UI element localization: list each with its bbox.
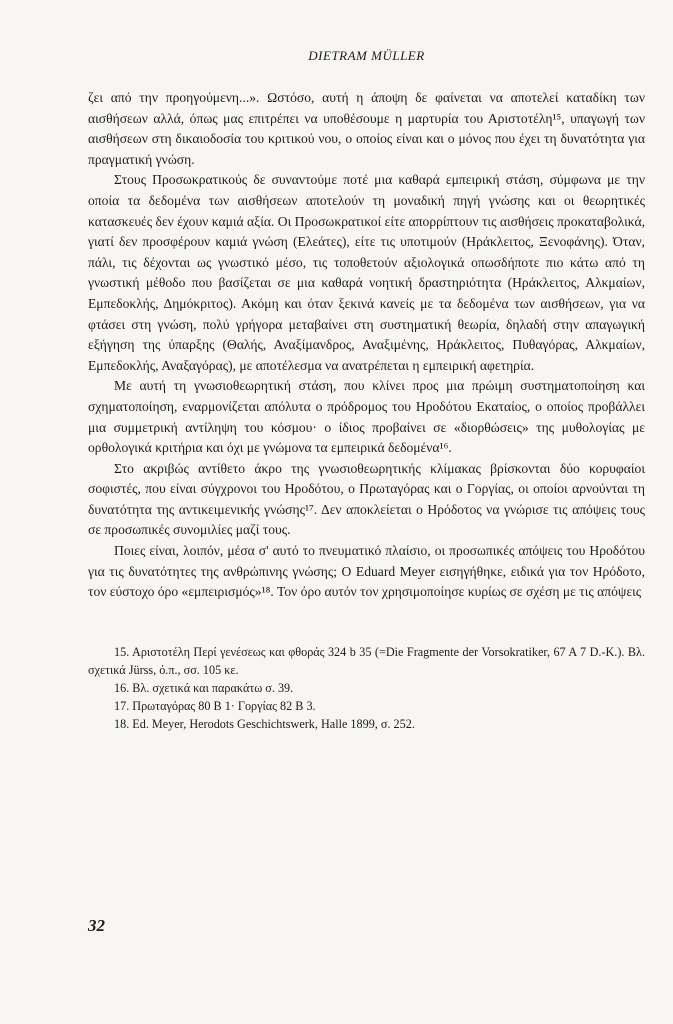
footnotes [88,643,645,733]
book-page [88,48,645,998]
footnote: 18. Ed. Meyer, Herodots Geschichtswerk, Halle 1899, σ. 252. [114,716,415,731]
paragraph: Με αυτή τη γνωσιοθεωρητική στάση, που κλίνει προς μια πρώιμη συστηματοποίηση και σχηματοποίηση, εναρμονίζεται απόλυτα ο πρόδρομος του Ηροδότου Εκαταίος, ο οποίος προβάλλει μια συμμετρική αντίληψη του κόσμου· ο ίδιος προβαίνει σε «διορθώσεις» της μυθολογίας με ορθολογικά κριτήρια και όχι με γνώμονα τα εμπειρικά δεδομένα¹⁶. [88,378,645,456]
running-header: DIETRAM MÜLLER [308,48,425,63]
paragraph: Στο ακριβώς αντίθετο άκρο της γνωσιοθεωρητικής κλίμακας βρίσκονται δύο κορυφαίοι σοφιστές, που είναι σύγχρονοι του Ηροδότου, ο Πρωταγόρας και ο Γοργίας, οι οποίοι αρνούνται τη δυνατότητα της αντικειμενικής γνώσης¹⁷. Δεν αποκλείεται ο Ηρόδοτος να γνώρισε τις απόψεις τους σε προσωπικές συνομιλίες μαζί τους. [88,460,645,538]
footnote: 17. Πρωταγόρας 80 B 1· Γοργίας 82 B 3. [114,698,316,713]
main-text [88,88,645,603]
page-number: 32 [88,916,105,935]
paragraph: ζει από την προηγούμενη...». Ωστόσο, αυτή η άποψη δε φαίνεται να αποτελεί καταδίκη των αισθήσεων αλλά, όπως μας επιτρέπει να υποθέσουμε η μαρτυρία του Αριστοτέλη¹⁵, υπαγωγή των αισθήσεων στη δικαιοδοσία του κριτικού νου, ο οποίος είναι και ο μόνος που έχει τη δυνατότητα για πραγματική γνώση. [88,90,645,167]
paragraph: Στους Προσωκρατικούς δε συναντούμε ποτέ μια καθαρά εμπειρική στάση, σύμφωνα με την οποία τα δεδομένα των αισθήσεων αποτελούν τη μοναδική πηγή γνώσης και οι θεωρητικές κατασκευές δεν έχουν καμιά αξία. Οι Προσωκρατικοί είτε απορρίπτουν τις αισθήσεις προκαταβολικά, γιατί δεν προσφέρουν καμιά γνώση (Ελεάτες), είτε τις υποτιμούν (Ηράκλειτος, Ξενοφάνης). Όταν, πάλι, τις δέχονται ως γνωστικό μέσο, τις τοποθετούν αξιολογικά οπωσδήποτε πιο κάτω από τη γνωστική μέθοδο που βασίζεται σε μια καθαρά νοητική δραστηριότητα (Ηράκλειτος, Αλκμαίων, Εμπεδοκλής, Δημόκριτος). Ακόμη και όταν ξεκινά κανείς με τα δεδομένα των αισθήσεων, για να φτάσει στη γνώση, πολύ γρήγορα μεταβαίνει στη συστηματική θεωρία, δηλαδή στην απαγωγική εξήγηση της ύπαρξης (Θαλής, Αναξίμανδρος, Αναξιμένης, Ηράκλειτος, Πυθαγόρας, Αλκμαίων, Εμπεδοκλής, Αναξαγόρας), με αποτέλεσμα να ανατρέπεται η εμπειρική αφετηρία. [88,172,645,373]
footnote: 16. Βλ. σχετικά και παρακάτω σ. 39. [114,680,294,695]
footnote: 15. Αριστοτέλη Περί γενέσεως και φθοράς 324 b 35 (=Die Fragmente der Vorsokratiker, 67 A 7 D.-K.). Βλ. σχετικά Jürss, ό.π., σσ. 105 κε. [88,644,645,677]
paragraph: Ποιες είναι, λοιπόν, μέσα σ' αυτό το πνευματικό πλαίσιο, οι προσωπικές απόψεις του Ηροδότου για τις δυνατότητες της ανθρώπινης γνώσης; Ο Eduard Meyer εισηγήθηκε, ειδικά για τον Ηρόδοτο, τον εύστοχο όρο «εμπειρισμός»¹⁸. Τον όρο αυτόν τον χρησιμοποίησε κυρίως σε σχέση με τις απόψεις [88,543,645,600]
